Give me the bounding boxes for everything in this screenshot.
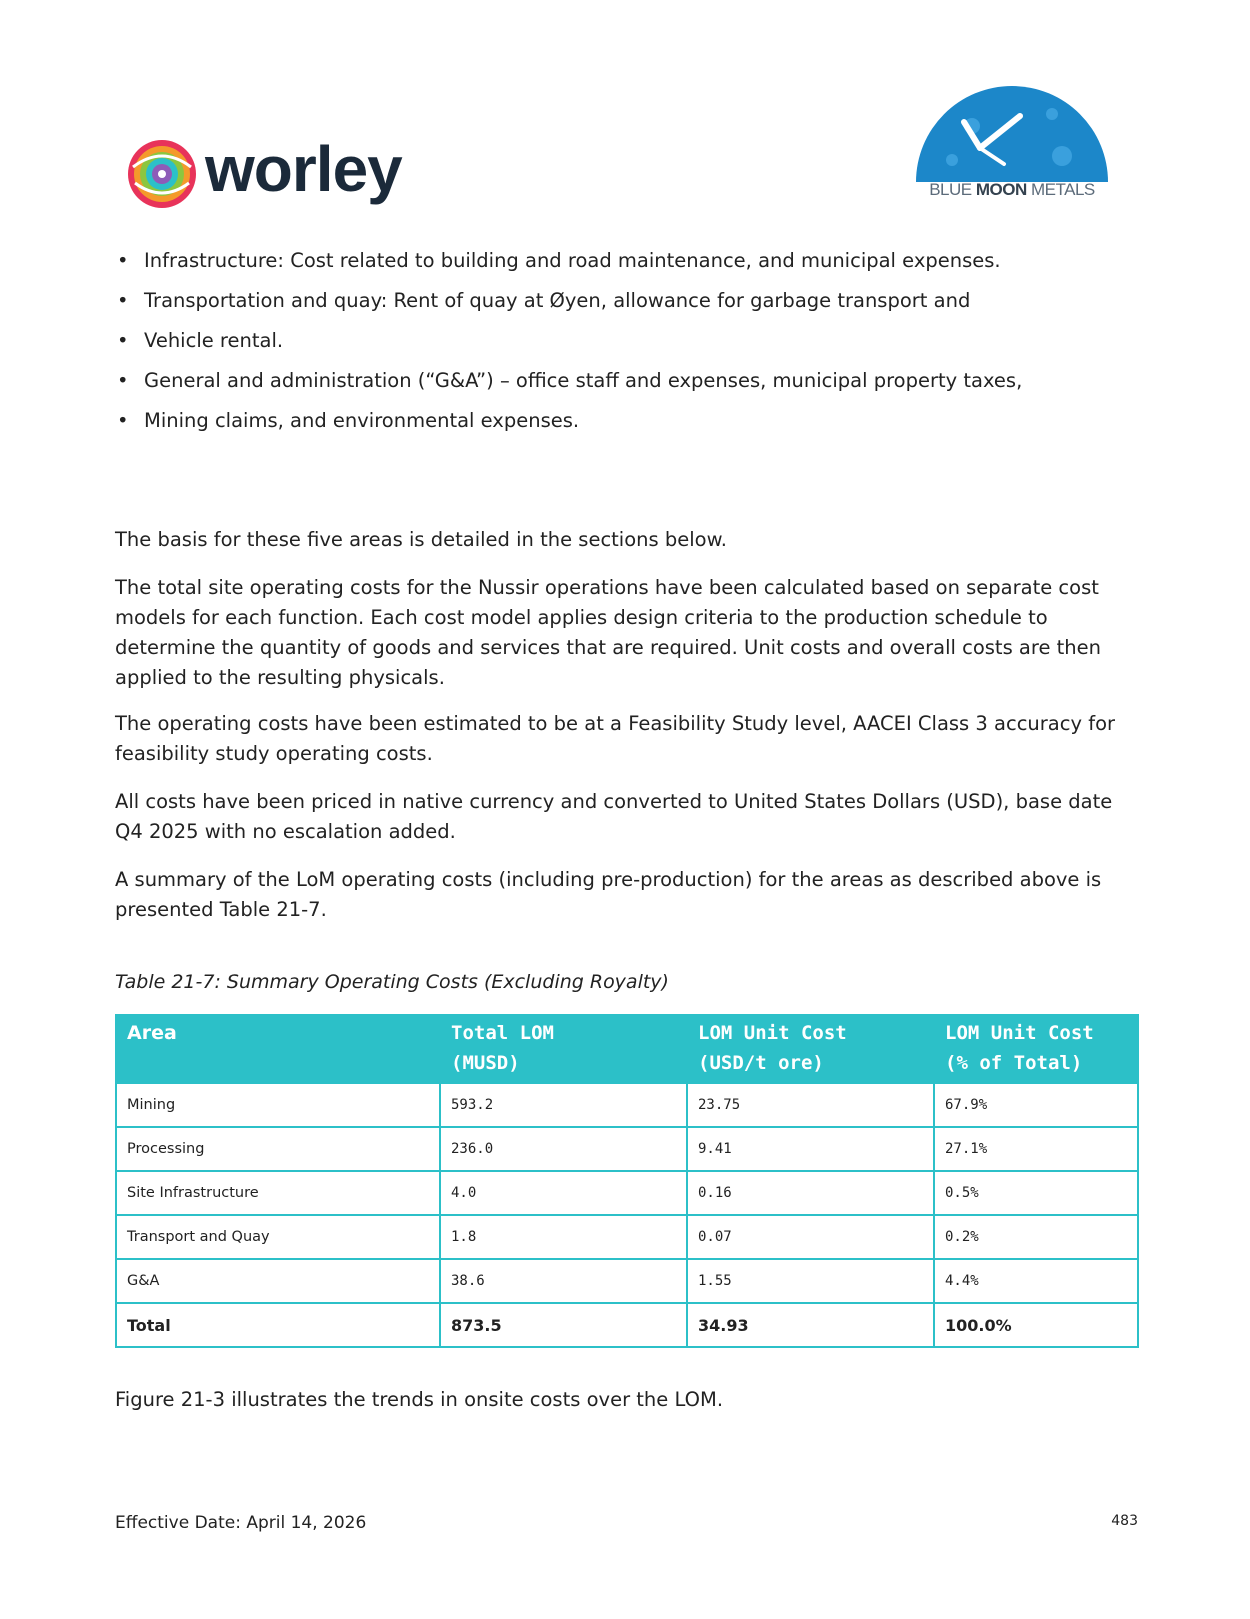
paragraph-basis: The basis for these five areas is detailed in the sections below. [115,528,727,551]
cell-area: Mining [116,1083,440,1127]
bullet-icon: • [117,249,129,272]
bullet-item-vehicle-rental: • Vehicle rental. [115,326,1135,356]
operating-costs-table [115,1014,1139,1348]
header-unit-cost-usd: LOM Unit Cost (USD/t ore) [687,1015,934,1083]
header-area: Area [116,1015,440,1083]
bullet-icon: • [117,289,129,312]
cell-total-lom: 38.6 [440,1259,687,1303]
cell-area: Transport and Quay [116,1215,440,1259]
blue-moon-metals-logo [912,78,1112,208]
paragraph-site-operating-costs: The total site operating costs for the Nussir operations have been calculated based on separate cost models for each function. Each cost model applies design criteria to the production schedule to determine the quantity of goods and services that are required. Unit costs and overall costs are then applied to the resulting physicals. [115,576,1102,689]
cell-total-lom: 873.5 [440,1303,687,1347]
header-total-lom: Total LOM (MUSD) [440,1015,687,1083]
table-row [116,1215,1138,1259]
cell-pct-total: 0.2% [934,1215,1138,1259]
paragraph-summary-intro: A summary of the LoM operating costs (including pre-production) for the areas as described above is presented Table 21-7. [115,868,1102,921]
cell-area: Processing [116,1127,440,1171]
cell-total-lom: 593.2 [440,1083,687,1127]
worley-logo [125,135,445,215]
cell-unit-cost: 34.93 [687,1303,934,1347]
footer-page-number: 483 [1111,1513,1138,1529]
cell-unit-cost: 0.07 [687,1215,934,1259]
cell-total-lom: 236.0 [440,1127,687,1171]
cell-area: G&A [116,1259,440,1303]
cell-total-lom: 1.8 [440,1215,687,1259]
cell-unit-cost: 23.75 [687,1083,934,1127]
worley-swirl-icon [125,137,199,211]
cell-unit-cost: 0.16 [687,1171,934,1215]
cell-total-lom: 4.0 [440,1171,687,1215]
worley-wordmark: worley [205,133,402,205]
cost-area-bullet-list [115,246,1135,446]
cell-pct-total: 0.5% [934,1171,1138,1215]
cell-pct-total: 4.4% [934,1259,1138,1303]
table-header-row [116,1015,1138,1083]
cell-pct-total: 100.0% [934,1303,1138,1347]
cell-pct-total: 67.9% [934,1083,1138,1127]
bullet-icon: • [117,329,129,352]
paragraph-estimate-level: The operating costs have been estimated to be at a Feasibility Study level, AACEI Class 3 accuracy for feasibility study operating costs. [115,712,1116,765]
cell-unit-cost: 9.41 [687,1127,934,1171]
cell-area: Site Infrastructure [116,1171,440,1215]
blue-moon-metals-wordmark: BLUE MOON METALS [929,180,1095,199]
table-row [116,1127,1138,1171]
bullet-icon: • [117,409,129,432]
bullet-item-infrastructure: • Infrastructure: Cost related to building and road maintenance, and municipal expenses. [115,246,1135,276]
table-caption: Table 21-7: Summary Operating Costs (Excluding Royalty) [115,971,669,993]
table-row [116,1259,1138,1303]
bullet-item-general-admin: • General and administration (“G&A”) – office staff and expenses, municipal property taxes, [115,366,1135,396]
moon-clock-icon [912,78,1112,182]
table-total-row [116,1303,1138,1347]
footer-effective-date: Effective Date: April 14, 2026 [115,1513,367,1533]
cell-unit-cost: 1.55 [687,1259,934,1303]
table-row [116,1083,1138,1127]
bullet-icon: • [117,369,129,392]
header-unit-cost-pct: LOM Unit Cost (% of Total) [934,1015,1138,1083]
cell-pct-total: 27.1% [934,1127,1138,1171]
table-row [116,1171,1138,1215]
bullet-item-transportation: • Transportation and quay: Rent of quay at Øyen, allowance for garbage transport and [115,286,1135,316]
cell-area: Total [116,1303,440,1347]
paragraph-figure-reference: Figure 21-3 illustrates the trends in onsite costs over the LOM. [115,1388,724,1411]
paragraph-currency: All costs have been priced in native currency and converted to United States Dollars (USD), base date Q4 2025 with no escalation added. [115,790,1113,843]
bullet-item-mining-claims: • Mining claims, and environmental expenses. [115,406,1135,436]
